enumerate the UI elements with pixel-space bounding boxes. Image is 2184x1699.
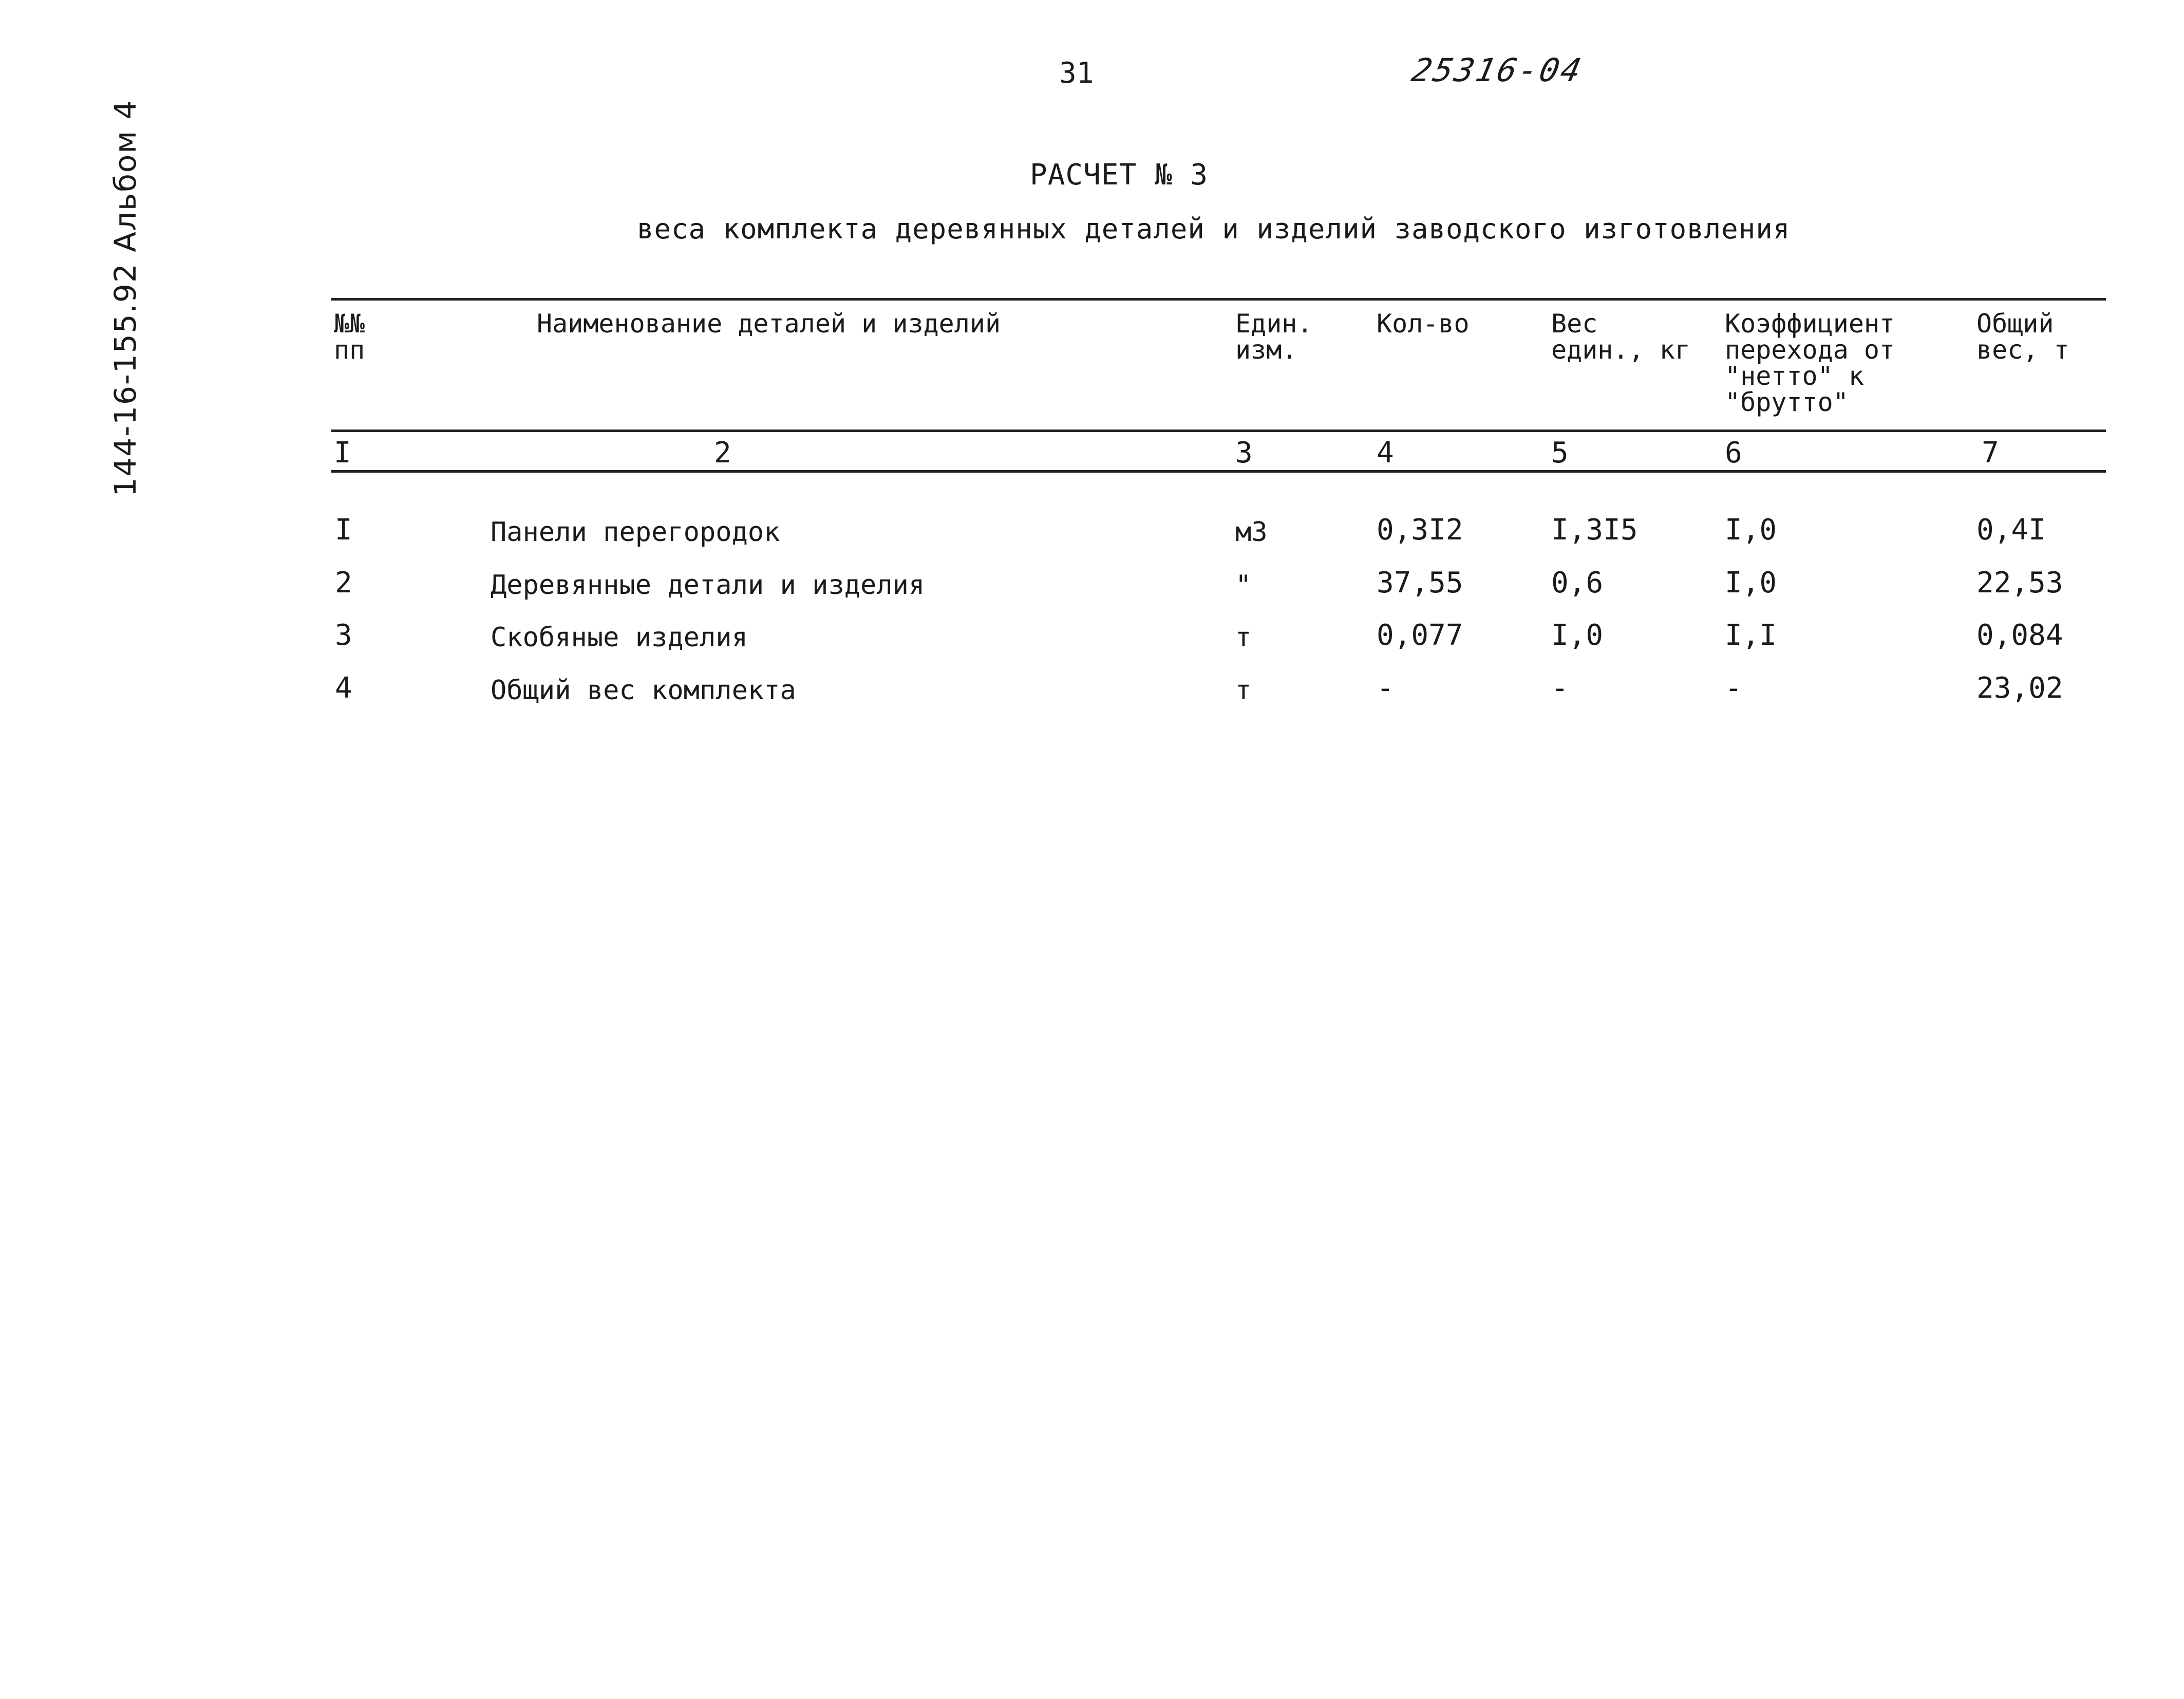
column-number-bottom-rule — [331, 470, 2106, 473]
column-number-2: 2 — [714, 436, 731, 470]
row-unit: " — [1235, 570, 1252, 601]
row-unit: т — [1235, 675, 1252, 706]
row-item-name: Скобяные изделия — [491, 622, 748, 653]
header-quantity: Кол-во — [1377, 309, 1470, 339]
row-number: 3 — [335, 619, 352, 652]
page-title: РАСЧЕТ № 3 — [1030, 158, 1209, 192]
row-quantity: 0,077 — [1377, 619, 1463, 652]
column-number-7: 7 — [1982, 436, 1999, 470]
column-number-4: 4 — [1377, 436, 1394, 470]
header-unit-weight: Вес един., кг — [1551, 309, 1690, 365]
row-unit: т — [1235, 622, 1252, 653]
row-coefficient: - — [1725, 671, 1742, 705]
row-unit-weight: - — [1551, 671, 1569, 705]
row-quantity: 0,3I2 — [1377, 513, 1463, 547]
column-number-6: 6 — [1725, 436, 1742, 470]
header-unit: Един. изм. — [1235, 309, 1313, 365]
row-total-weight: 0,084 — [1976, 619, 2063, 652]
column-number-1: I — [334, 436, 351, 470]
row-total-weight: 22,53 — [1976, 566, 2063, 600]
row-coefficient: I,0 — [1725, 513, 1777, 547]
row-coefficient: I,I — [1725, 619, 1777, 652]
row-item-name: Общий вес комплекта — [491, 675, 796, 706]
row-unit: м3 — [1235, 517, 1268, 548]
row-unit-weight: I,0 — [1551, 619, 1604, 652]
row-quantity: 37,55 — [1377, 566, 1463, 600]
row-quantity: - — [1377, 671, 1394, 705]
column-number-5: 5 — [1551, 436, 1569, 470]
row-unit-weight: 0,6 — [1551, 566, 1604, 600]
row-total-weight: 0,4I — [1976, 513, 2046, 547]
header-number: №№ пп — [334, 309, 365, 365]
row-item-name: Панели перегородок — [491, 517, 780, 548]
table-top-rule — [331, 298, 2106, 301]
header-total-weight: Общий вес, т — [1976, 309, 2069, 365]
header-bottom-rule — [331, 430, 2106, 432]
side-album-label: 144-16-155.92 Альбом 4 — [108, 99, 143, 497]
row-total-weight: 23,02 — [1976, 671, 2063, 705]
row-unit-weight: I,3I5 — [1551, 513, 1638, 547]
row-item-name: Деревянные детали и изделия — [491, 570, 925, 601]
header-coefficient: Коэффициент перехода от "нетто" к "брутто" — [1725, 309, 1895, 417]
page-number: 31 — [1059, 57, 1094, 90]
row-number: 2 — [335, 566, 352, 600]
header-name: Наименование деталей и изделий — [537, 309, 1001, 339]
row-coefficient: I,0 — [1725, 566, 1777, 600]
row-number: I — [335, 513, 352, 547]
document-code: 25316-04 — [1408, 51, 1587, 89]
row-number: 4 — [335, 671, 352, 705]
page-subtitle: веса комплекта деревянных деталей и изделий заводского изготовления — [637, 213, 1791, 245]
column-number-3: 3 — [1235, 436, 1253, 470]
